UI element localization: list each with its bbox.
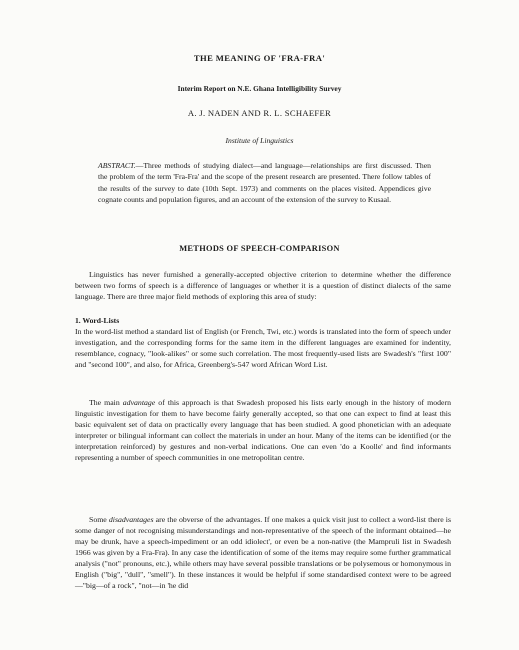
paragraph-disadvantages (75, 514, 451, 591)
article-authors: A. J. NADEN AND R. L. SCHAEFER (187, 108, 332, 118)
p2-pre: The main (89, 398, 123, 407)
abstract (98, 160, 431, 205)
abstract-text: —Three methods of studying dialect—and language—relationships are first discussed. Then the problem of the term 'Fra-Fra' and the scope of the present research are presented. There follow tables of the results of the survey to date (10th Sept. 1973) and comments on the places visited. Appendices give cognate counts and population figures, and an account of the extension of the survey to Kusaal. (98, 161, 431, 204)
abstract-lead: ABSTRACT. (98, 161, 136, 170)
article-subtitle: Interim Report on N.E. Ghana Intelligibility Survey (177, 84, 342, 93)
article-title: THE MEANING OF 'FRA-FRA' (193, 53, 326, 63)
author-affiliation: Institute of Linguistics (225, 136, 294, 145)
paragraph-word-list-method: In the word-list method a standard list of English (or French, Twi, etc.) words is translated into the form of speech under investigation, and the corresponding forms for the same item in the different languages are examined for indentity, resemblance, cognacy, "look-alikes" or some such correlation. The most frequently-used lists are Swadesh's "first 100" and "second 100", and also, for Africa, Greenberg's-547 word African Word List. (75, 327, 451, 369)
paragraph-advantages (75, 397, 451, 463)
intro-paragraph: Linguistics has never furnished a generally-accepted objective criterion to determine whether the difference between two forms of speech is a difference of languages or whether it is a question of distinct dialects of the same language. There are three major field methods of exploring this area of study: (75, 270, 451, 301)
p2-post: of this approach is that Swadesh proposed his lists early enough in the history of modern linguistic investigation for them to have become fairly generally accepted, so that one can expect to find at least this basic equivalent set of data on practically every language that has been studied. A good phonetician with an adequate interpreter or bilingual informant can collect the materials in under an hour. Many of the items can be identified (or the interpretation reinforced) by gestures and non-verbal indications. One can even 'do a Koolle' and find informants representing a number of speech communities in one metropolitan centre. (75, 398, 451, 462)
p3-post: are the obverse of the advantages. If one makes a quick visit just to collect a word-list there is some danger of not recognising misunderstandings and non-representative of the speech of the informant obtained—he may be drunk, have a speech-impediment or an odd idiolect', or even be a non-native (the Mampruli list in Swadesh 1966 was given by a Fra-Fra). In any case the identification of some of the items may require some further grammatical analysis ("not" pronouns, etc.), while others may have several possible translations or be polysemous or homonymous in English ("big", "dull", "smell"). In these instances it would be helpful if some standardised context were to be agreed—"big—of a rock", "not—in 'he did (75, 515, 452, 590)
subsection-heading: 1. Word-Lists (75, 316, 120, 325)
p2-emphasis: advantage (122, 398, 156, 407)
p3-pre: Some (89, 515, 109, 524)
section-heading: METHODS OF SPEECH-COMPARISON (179, 244, 340, 253)
p3-emphasis: disadvantages (108, 515, 154, 524)
